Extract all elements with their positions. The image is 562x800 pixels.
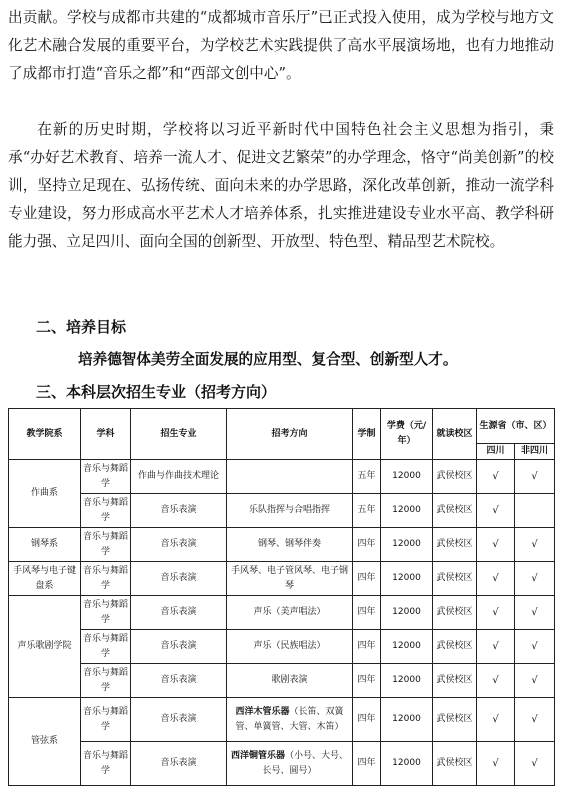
majors-table xyxy=(8,408,555,786)
cell-duration: 四年 xyxy=(353,664,381,698)
cell-campus: 武侯校区 xyxy=(433,528,477,562)
cell-sichuan-check: √ xyxy=(477,742,515,786)
header-fee: 学费（元/年） xyxy=(381,409,433,460)
cell-discipline: 音乐与舞蹈学 xyxy=(81,630,131,664)
cell-fee: 12000 xyxy=(381,596,433,630)
cell-fee: 12000 xyxy=(381,562,433,596)
cell-sichuan-check: √ xyxy=(477,528,515,562)
header-department: 教学院系 xyxy=(9,409,81,460)
header-discipline: 学科 xyxy=(81,409,131,460)
cell-non-sichuan-check: √ xyxy=(515,630,555,664)
cell-discipline: 音乐与舞蹈学 xyxy=(81,562,131,596)
cell-department: 管弦系 xyxy=(9,698,81,786)
cell-discipline: 音乐与舞蹈学 xyxy=(81,664,131,698)
cell-department: 钢琴系 xyxy=(9,528,81,562)
table-row xyxy=(9,528,555,562)
direction-category: 西洋木管乐器 xyxy=(235,706,290,717)
table-row xyxy=(9,460,555,494)
cell-fee: 12000 xyxy=(381,528,433,562)
cell-campus: 武侯校区 xyxy=(433,596,477,630)
cell-direction xyxy=(227,742,353,786)
cell-non-sichuan-check: √ xyxy=(515,528,555,562)
table-row xyxy=(9,562,555,596)
cell-non-sichuan-check: √ xyxy=(515,698,555,742)
cell-direction: 乐队指挥与合唱指挥 xyxy=(227,494,353,528)
cell-non-sichuan-check xyxy=(515,494,555,528)
cell-major: 音乐表演 xyxy=(131,664,227,698)
header-source-group: 生源省（市、区） xyxy=(477,409,555,444)
cell-sichuan-check: √ xyxy=(477,460,515,494)
cell-discipline: 音乐与舞蹈学 xyxy=(81,460,131,494)
cell-department: 手风琴与电子键盘系 xyxy=(9,562,81,596)
cell-campus: 武侯校区 xyxy=(433,664,477,698)
cell-direction: 声乐（美声唱法） xyxy=(227,596,353,630)
cell-department: 声乐歌剧学院 xyxy=(9,596,81,698)
cell-discipline: 音乐与舞蹈学 xyxy=(81,596,131,630)
table-row xyxy=(9,494,555,528)
cell-fee: 12000 xyxy=(381,742,433,786)
cell-campus: 武侯校区 xyxy=(433,698,477,742)
cell-sichuan-check: √ xyxy=(477,494,515,528)
body-paragraph-2: 在新的历史时期，学校将以习近平新时代中国特色社会主义思想为指引，秉承“办好艺术教育、培养一流人才、促进文艺繁荣”的办学理念，恪守“尚美创新”的校训，坚持立足现在、弘扬传统、面向未来的办学思路，深化改革创新，推动一流学科专业建设，努力形成高水平艺术人才培养体系，扎实推进建设专业水平高、教学科研能力强、立足四川、面向全国的创新型、开放型、特色型、精品型艺术院校。 xyxy=(8,121,554,250)
table-row xyxy=(9,698,555,742)
cell-major: 音乐表演 xyxy=(131,494,227,528)
cell-fee: 12000 xyxy=(381,460,433,494)
direction-category: 西洋铜管乐器 xyxy=(230,750,285,761)
cell-discipline: 音乐与舞蹈学 xyxy=(81,494,131,528)
cell-direction: 手风琴、电子管风琴、电子钢琴 xyxy=(227,562,353,596)
heading-undergraduate-majors: 三、本科层次招生专业（招考方向） xyxy=(36,383,277,401)
cell-duration: 四年 xyxy=(353,630,381,664)
cell-campus: 武侯校区 xyxy=(433,630,477,664)
cell-non-sichuan-check: √ xyxy=(515,596,555,630)
direction-detail: （小号、大号、长号、圆号） xyxy=(262,750,349,776)
cell-fee: 12000 xyxy=(381,698,433,742)
cell-discipline: 音乐与舞蹈学 xyxy=(81,528,131,562)
table-row xyxy=(9,664,555,698)
heading-training-goal: 二、培养目标 xyxy=(36,318,127,336)
header-direction: 招考方向 xyxy=(227,409,353,460)
header-duration: 学制 xyxy=(353,409,381,460)
cell-discipline: 音乐与舞蹈学 xyxy=(81,742,131,786)
table-row xyxy=(9,630,555,664)
cell-fee: 12000 xyxy=(381,664,433,698)
cell-major: 作曲与作曲技术理论 xyxy=(131,460,227,494)
cell-direction xyxy=(227,698,353,742)
cell-duration: 五年 xyxy=(353,460,381,494)
cell-campus: 武侯校区 xyxy=(433,742,477,786)
cell-duration: 四年 xyxy=(353,528,381,562)
cell-department: 作曲系 xyxy=(9,460,81,528)
cell-sichuan-check: √ xyxy=(477,664,515,698)
cell-major: 音乐表演 xyxy=(131,630,227,664)
training-goal-text: 培养德智体美劳全面发展的应用型、复合型、创新型人才。 xyxy=(78,351,458,368)
cell-campus: 武侯校区 xyxy=(433,460,477,494)
cell-direction xyxy=(227,460,353,494)
cell-sichuan-check: √ xyxy=(477,630,515,664)
cell-non-sichuan-check: √ xyxy=(515,562,555,596)
cell-duration: 四年 xyxy=(353,596,381,630)
header-non-sichuan: 非四川 xyxy=(515,444,555,460)
cell-fee: 12000 xyxy=(381,494,433,528)
cell-major: 音乐表演 xyxy=(131,698,227,742)
cell-major: 音乐表演 xyxy=(131,742,227,786)
cell-major: 音乐表演 xyxy=(131,528,227,562)
body-paragraph-1: 出贡献。学校与成都市共建的“成都城市音乐厅”已正式投入使用，成为学校与地方文化艺术融合发展的重要平台，为学校艺术实践提供了高水平展演场地，也有力地推动了成都市打造“音乐之都”和“西部文创中心”。 xyxy=(8,9,554,82)
cell-direction: 声乐（民族唱法） xyxy=(227,630,353,664)
cell-major: 音乐表演 xyxy=(131,562,227,596)
cell-major: 音乐表演 xyxy=(131,596,227,630)
cell-direction: 歌剧表演 xyxy=(227,664,353,698)
cell-campus: 武侯校区 xyxy=(433,494,477,528)
cell-sichuan-check: √ xyxy=(477,562,515,596)
direction-detail: （长笛、双簧管、单簧管、大管、木笛） xyxy=(235,706,344,732)
cell-campus: 武侯校区 xyxy=(433,562,477,596)
header-campus: 就读校区 xyxy=(433,409,477,460)
cell-non-sichuan-check: √ xyxy=(515,742,555,786)
cell-duration: 五年 xyxy=(353,494,381,528)
cell-non-sichuan-check: √ xyxy=(515,460,555,494)
cell-sichuan-check: √ xyxy=(477,596,515,630)
cell-duration: 四年 xyxy=(353,562,381,596)
header-major: 招生专业 xyxy=(131,409,227,460)
cell-duration: 四年 xyxy=(353,698,381,742)
cell-non-sichuan-check: √ xyxy=(515,664,555,698)
cell-fee: 12000 xyxy=(381,630,433,664)
table-row xyxy=(9,596,555,630)
header-sichuan: 四川 xyxy=(477,444,515,460)
cell-discipline: 音乐与舞蹈学 xyxy=(81,698,131,742)
cell-direction: 钢琴、钢琴伴奏 xyxy=(227,528,353,562)
cell-sichuan-check: √ xyxy=(477,698,515,742)
cell-duration: 四年 xyxy=(353,742,381,786)
table-row xyxy=(9,742,555,786)
